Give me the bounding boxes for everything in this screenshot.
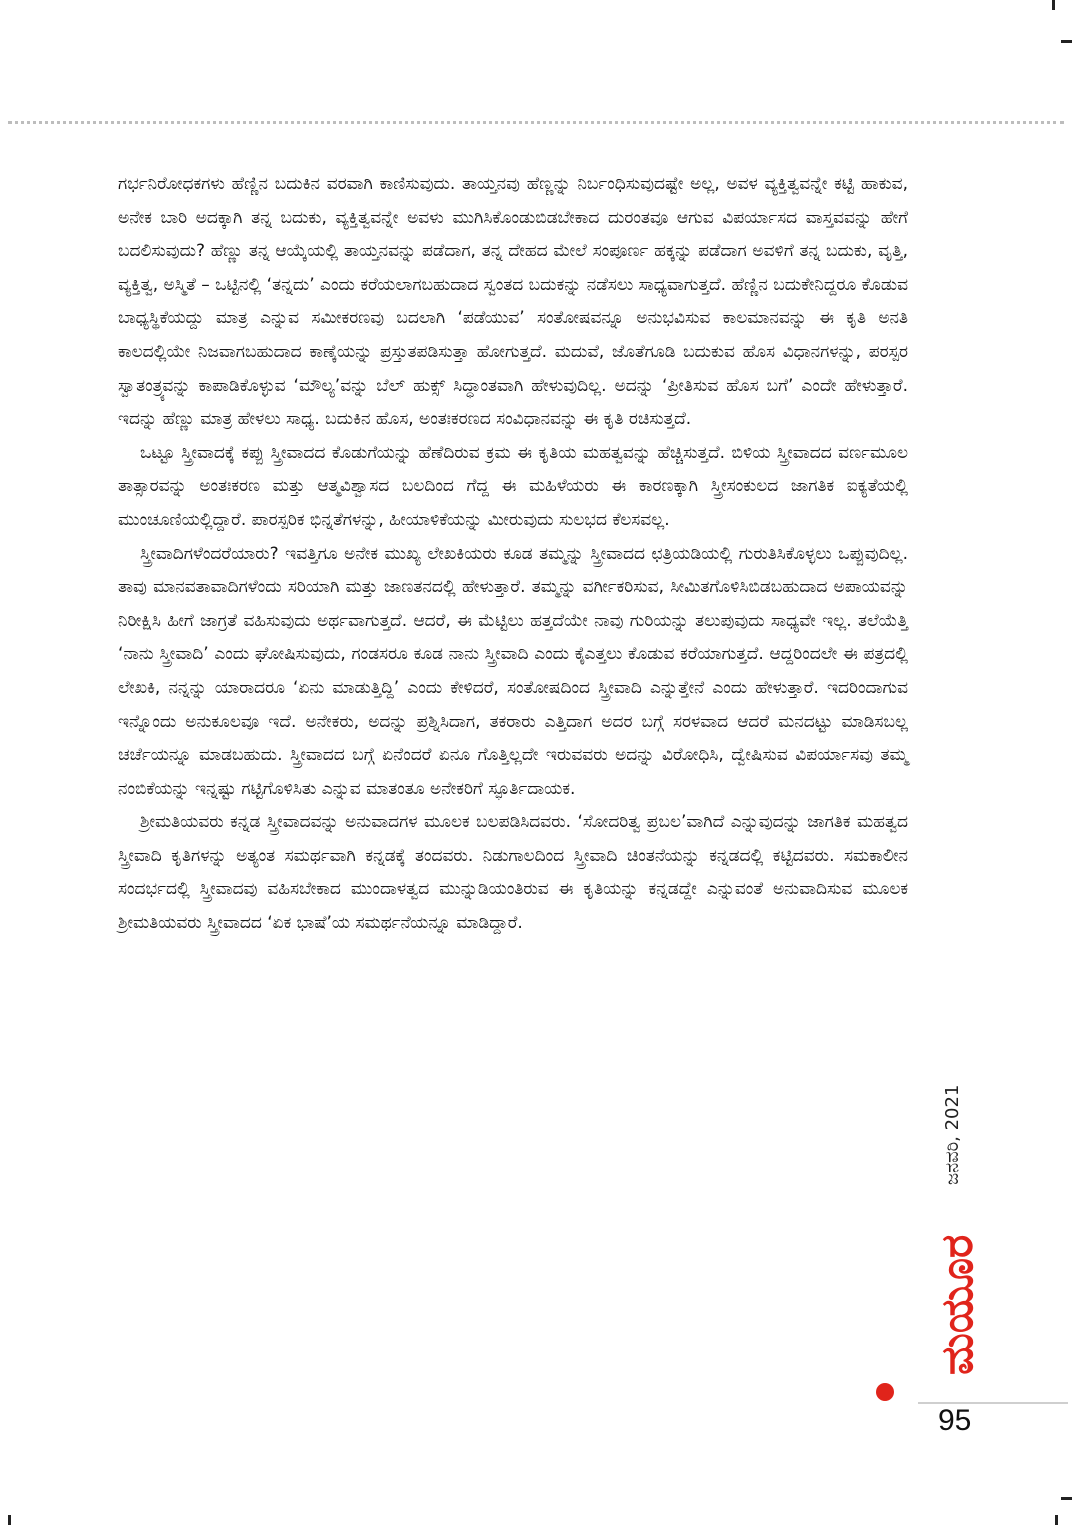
crop-mark xyxy=(1052,0,1055,10)
paragraph: ಒಟ್ಟೂ ಸ್ತ್ರೀವಾದಕ್ಕೆ ಕಪ್ಪು ಸ್ತ್ರೀವಾದದ ಕೊಡುಗೆಯನ್ನು ಹೆಣೆದಿರುವ ಕ್ರಮ ಈ ಕೃತಿಯ ಮಹತ್ವವನ್ನು ಹೆಚ್ಚಿಸುತ್ತದೆ. ಬಿಳಿಯ ಸ್ತ್ರೀವಾದದ ವರ್ಣಮೂಲ ತಾತ್ಸಾರವನ್ನು ಅಂತಃಕರಣ ಮತ್ತು ಆತ್ಮವಿಶ್ವಾಸದ ಬಲದಿಂದ ಗೆದ್ದ ಈ ಮಹಿಳೆಯರು ಈ ಕಾರಣಕ್ಕಾಗಿ ಸ್ತ್ರೀಸಂಕುಲದ ಜಾಗತಿಕ ಐಕ್ಯತೆಯಲ್ಲಿ ಮುಂಚೂಣಿಯಲ್ಲಿದ್ದಾರೆ. ಪಾರಸ್ಪರಿಕ ಭಿನ್ನತೆಗಳನ್ನು, ಹೀಯಾಳಿಕೆಯನ್ನು ಮೀರುವುದು ಸುಲಭದ ಕೆಲಸವಲ್ಲ. xyxy=(118,442,908,530)
red-dot-icon xyxy=(876,1383,894,1401)
crop-mark xyxy=(1055,1515,1058,1525)
paragraph: ಶ್ರೀಮತಿಯವರು ಕನ್ನಡ ಸ್ತ್ರೀವಾದವನ್ನು ಅನುವಾದಗಳ ಮೂಲಕ ಬಲಪಡಿಸಿದವರು. ‘ಸೋದರಿತ್ವ ಪ್ರಬಲ’ವಾಗಿದೆ ಎನ್ನುವುದನ್ನು ಜಾಗತಿಕ ಮಹತ್ವದ ಸ್ತ್ರೀವಾದಿ ಕೃತಿಗಳನ್ನು ಅತ್ಯಂತ ಸಮರ್ಥವಾಗಿ ಕನ್ನಡಕ್ಕೆ ತಂದವರು. ನಿಡುಗಾಲದಿಂದ ಸ್ತ್ರೀವಾದಿ ಚಿಂತನೆಯನ್ನು ಕನ್ನಡದಲ್ಲಿ ಕಟ್ಟಿದವರು. ಸಮಕಾಲೀನ ಸಂದರ್ಭದಲ್ಲಿ ಸ್ತ್ರೀವಾದವು ವಹಿಸಬೇಕಾದ ಮುಂದಾಳತ್ವದ ಮುನ್ನುಡಿಯಂತಿರುವ ಈ ಕೃತಿಯನ್ನು ಕನ್ನಡದ್ದೇ ಎನ್ನುವಂತೆ ಅನುವಾದಿಸುವ ಮೂಲಕ ಶ್ರೀಮತಿಯವರು ಸ್ತ್ರೀವಾದದ ‘ಏಕ ಭಾಷೆ’ಯ ಸಮರ್ಥನೆಯನ್ನೂ ಮಾಡಿದ್ದಾರೆ. xyxy=(118,812,908,934)
issue-date: ಜನವರಿ, 2021 xyxy=(942,1084,963,1185)
crop-mark xyxy=(8,1515,11,1525)
crop-mark xyxy=(1061,1497,1072,1500)
magazine-logo: ಮಯೂರ xyxy=(932,1234,983,1375)
paragraph: ಸ್ತ್ರೀವಾದಿಗಳೆಂದರೆಯಾರು? ಇವತ್ತಿಗೂ ಅನೇಕ ಮುಖ್ಯ ಲೇಖಕಿಯರು ಕೂಡ ತಮ್ಮನ್ನು ಸ್ತ್ರೀವಾದದ ಛತ್ರಿಯಡಿಯಲ್ಲಿ ಗುರುತಿಸಿಕೊಳ್ಳಲು ಒಪ್ಪುವುದಿಲ್ಲ. ತಾವು ಮಾನವತಾವಾದಿಗಳೆಂದು ಸರಿಯಾಗಿ ಮತ್ತು ಜಾಣತನದಲ್ಲಿ ಹೇಳುತ್ತಾರೆ. ತಮ್ಮನ್ನು ವರ್ಗೀಕರಿಸುವ, ಸೀಮಿತಗೊಳಿಸಿಬಿಡಬಹುದಾದ ಅಪಾಯವನ್ನು ನಿರೀಕ್ಷಿಸಿ ಹೀಗೆ ಜಾಗ್ರತೆ ವಹಿಸುವುದು ಅರ್ಥವಾಗುತ್ತದೆ. ಆದರೆ, ಈ ಮೆಟ್ಟಿಲು ಹತ್ತದೆಯೇ ನಾವು ಗುರಿಯನ್ನು ತಲುಪುವುದು ಸಾಧ್ಯವೇ ಇಲ್ಲ. ತಲೆಯೆತ್ತಿ ‘ನಾನು ಸ್ತ್ರೀವಾದಿ’ ಎಂದು ಘೋಷಿಸುವುದು, ಗಂಡಸರೂ ಕೂಡ ನಾನು ಸ್ತ್ರೀವಾದಿ ಎಂದು ಕೈಎತ್ತಲು ಕೊಡುವ ಕರೆಯಾಗುತ್ತದೆ. ಆದ್ದರಿಂದಲೇ ಈ ಪತ್ರದಲ್ಲಿ ಲೇಖಕಿ, ನನ್ನನ್ನು ಯಾರಾದರೂ ‘ಏನು ಮಾಡುತ್ತಿದ್ದಿ’ ಎಂದು ಕೇಳಿದರೆ, ಸಂತೋಷದಿಂದ ಸ್ತ್ರೀವಾದಿ ಎನ್ನುತ್ತೇನೆ ಎಂದು ಹೇಳುತ್ತಾರೆ. ಇದರಿಂದಾಗುವ ಇನ್ನೊಂದು ಅನುಕೂಲವೂ ಇದೆ. ಅನೇಕರು, ಅದನ್ನು ಪ್ರಶ್ನಿಸಿದಾಗ, ತಕರಾರು ಎತ್ತಿದಾಗ ಅದರ ಬಗ್ಗೆ ಸರಳವಾದ ಆದರೆ ಮನದಟ್ಟು ಮಾಡಿಸಬಲ್ಲ ಚರ್ಚೆಯನ್ನೂ ಮಾಡಬಹುದು. ಸ್ತ್ರೀವಾದದ ಬಗ್ಗೆ ಏನೆಂದರೆ ಏನೂ ಗೊತ್ತಿಲ್ಲದೇ ಇರುವವರು ಅದನ್ನು ವಿರೋಧಿಸಿ, ದ್ವೇಷಿಸುವ ವಿಪರ್ಯಾಸವು ತಮ್ಮ ನಂಬಿಕೆಯನ್ನು ಇನ್ನಷ್ಟು ಗಟ್ಟಿಗೊಳಿಸಿತು ಎನ್ನುವ ಮಾತಂತೂ ಅನೇಕರಿಗೆ ಸ್ಫೂರ್ತಿದಾಯಕ. xyxy=(118,543,908,799)
article-body xyxy=(118,168,908,941)
crop-mark xyxy=(1061,40,1072,43)
header-dotted-rule xyxy=(8,121,1064,124)
paragraph: ಗರ್ಭನಿರೋಧಕಗಳು ಹೆಣ್ಣಿನ ಬದುಕಿನ ವರವಾಗಿ ಕಾಣಿಸುವುದು. ತಾಯ್ತನವು ಹೆಣ್ಣನ್ನು ನಿರ್ಬಂಧಿಸುವುದಷ್ಟೇ ಅಲ್ಲ, ಅವಳ ವ್ಯಕ್ತಿತ್ವವನ್ನೇ ಕಟ್ಟಿ ಹಾಕುವ, ಅನೇಕ ಬಾರಿ ಅದಕ್ಕಾಗಿ ತನ್ನ ಬದುಕು, ವ್ಯಕ್ತಿತ್ವವನ್ನೇ ಅವಳು ಮುಗಿಸಿಕೊಂಡುಬಿಡಬೇಕಾದ ದುರಂತವೂ ಆಗುವ ವಿಪರ್ಯಾಸದ ವಾಸ್ತವವನ್ನು ಹೇಗೆ ಬದಲಿಸುವುದು? ಹೆಣ್ಣು ತನ್ನ ಆಯ್ಕೆಯಲ್ಲಿ ತಾಯ್ತನವನ್ನು ಪಡೆದಾಗ, ತನ್ನ ದೇಹದ ಮೇಲೆ ಸಂಪೂರ್ಣ ಹಕ್ಕನ್ನು ಪಡೆದಾಗ ಅವಳಿಗೆ ತನ್ನ ಬದುಕು, ವೃತ್ತಿ, ವ್ಯಕ್ತಿತ್ವ, ಅಸ್ಮಿತೆ – ಒಟ್ಟಿನಲ್ಲಿ ‘ತನ್ನದು’ ಎಂದು ಕರೆಯಲಾಗಬಹುದಾದ ಸ್ವಂತದ ಬದುಕನ್ನು ನಡೆಸಲು ಸಾಧ್ಯವಾಗುತ್ತದೆ. ಹೆಣ್ಣಿನ ಬದುಕೇನಿದ್ದರೂ ಕೊಡುವ ಬಾಧ್ಯಸ್ಥಿಕೆಯದ್ದು ಮಾತ್ರ ಎನ್ನುವ ಸಮೀಕರಣವು ಬದಲಾಗಿ ‘ಪಡೆಯುವ’ ಸಂತೋಷವನ್ನೂ ಅನುಭವಿಸುವ ಕಾಲಮಾನವನ್ನು ಈ ಕೃತಿ ಅನತಿ ಕಾಲದಲ್ಲಿಯೇ ನಿಜವಾಗಬಹುದಾದ ಕಾಣ್ಕೆಯನ್ನು ಪ್ರಸ್ತುತಪಡಿಸುತ್ತಾ ಹೋಗುತ್ತದೆ. ಮದುವೆ, ಜೊತೆಗೂಡಿ ಬದುಕುವ ಹೊಸ ವಿಧಾನಗಳನ್ನು, ಪರಸ್ಪರ ಸ್ವಾತಂತ್ರ್ಯವನ್ನು ಕಾಪಾಡಿಕೊಳ್ಳುವ ‘ಮೌಲ್ಯ’ವನ್ನು ಬೆಲ್ ಹುಕ್ಸ್ ಸಿದ್ಧಾಂತವಾಗಿ ಹೇಳುವುದಿಲ್ಲ. ಅದನ್ನು ‘ಪ್ರೀತಿಸುವ ಹೊಸ ಬಗೆ’ ಎಂದೇ ಹೇಳುತ್ತಾರೆ. ಇದನ್ನು ಹೆಣ್ಣು ಮಾತ್ರ ಹೇಳಲು ಸಾಧ್ಯ. ಬದುಕಿನ ಹೊಸ, ಅಂತಃಕರಣದ ಸಂವಿಧಾನವನ್ನು ಈ ಕೃತಿ ರಚಿಸುತ್ತದೆ. xyxy=(118,174,908,430)
page-number: 95 xyxy=(938,1404,972,1437)
